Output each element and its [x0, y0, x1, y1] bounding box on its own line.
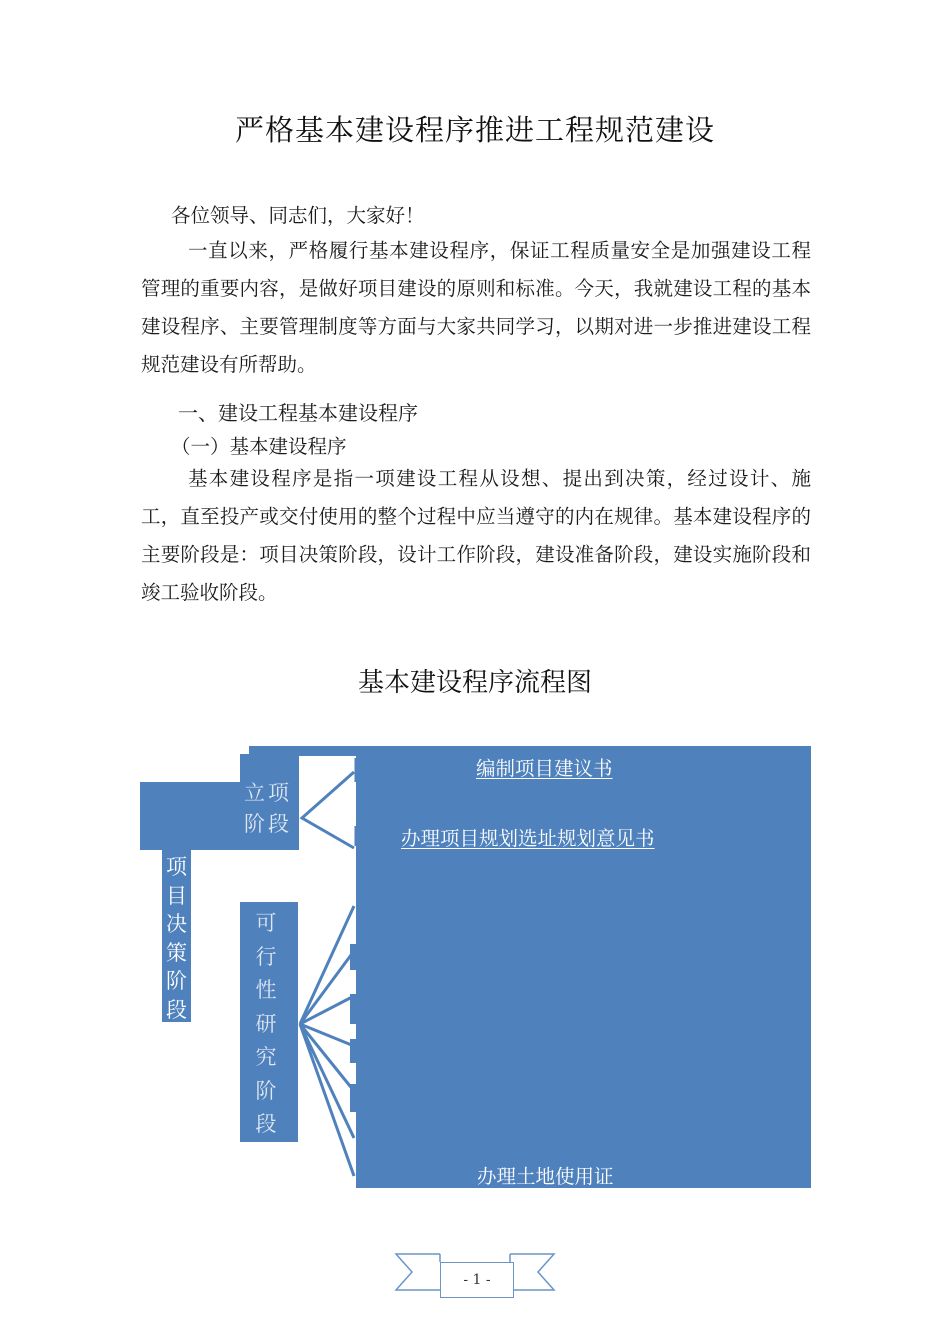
page-number: - 1 - — [440, 1262, 514, 1298]
flow-item-proposal[interactable]: 编制项目建议书 — [476, 757, 613, 780]
intro-paragraph: 一直以来，严格履行基本建设程序，保证工程质量安全是加强建设工程管理的重要内容，是做好项目建设的原则和标准。今天，我就建设工程的基本建设程序、主要管理制度等方面与大家共同学习，以期对进一步推进建设工程规范建设有所帮助。 — [141, 239, 811, 376]
flow-item-site-selection[interactable]: 办理项目规划选址规划意见书 — [401, 827, 655, 850]
greeting-line: 各位领导、同志们，大家好！ — [171, 204, 425, 227]
body-paragraph: 基本建设程序是指一项建设工程从设想、提出到决策，经过设计、施工，直至投产或交付使用的整个过程中应当遵守的内在规律。基本建设程序的主要阶段是：项目决策阶段，设计工作阶段，建设准备阶段，建设实施阶段和竣工验收阶段。 — [141, 467, 811, 604]
section-heading: 一、建设工程基本建设程序 — [178, 401, 418, 425]
stage-block — [140, 782, 241, 850]
subsection-heading: （一）基本建设程序 — [171, 435, 347, 458]
flowchart-connectors — [240, 746, 365, 1196]
stage-label: 项目决策阶段 — [166, 855, 187, 1022]
sub-stage-label-1: 立项阶段 — [244, 781, 292, 836]
flow-item-land-certificate: 办理土地使用证 — [477, 1165, 614, 1188]
flowchart-title: 基本建设程序流程图 — [357, 668, 592, 698]
flowchart-main-panel — [356, 746, 811, 1188]
document-title: 严格基本建设程序推进工程规范建设 — [234, 113, 715, 147]
sub-stage-label-2: 可行性研究阶段 — [255, 911, 277, 1136]
